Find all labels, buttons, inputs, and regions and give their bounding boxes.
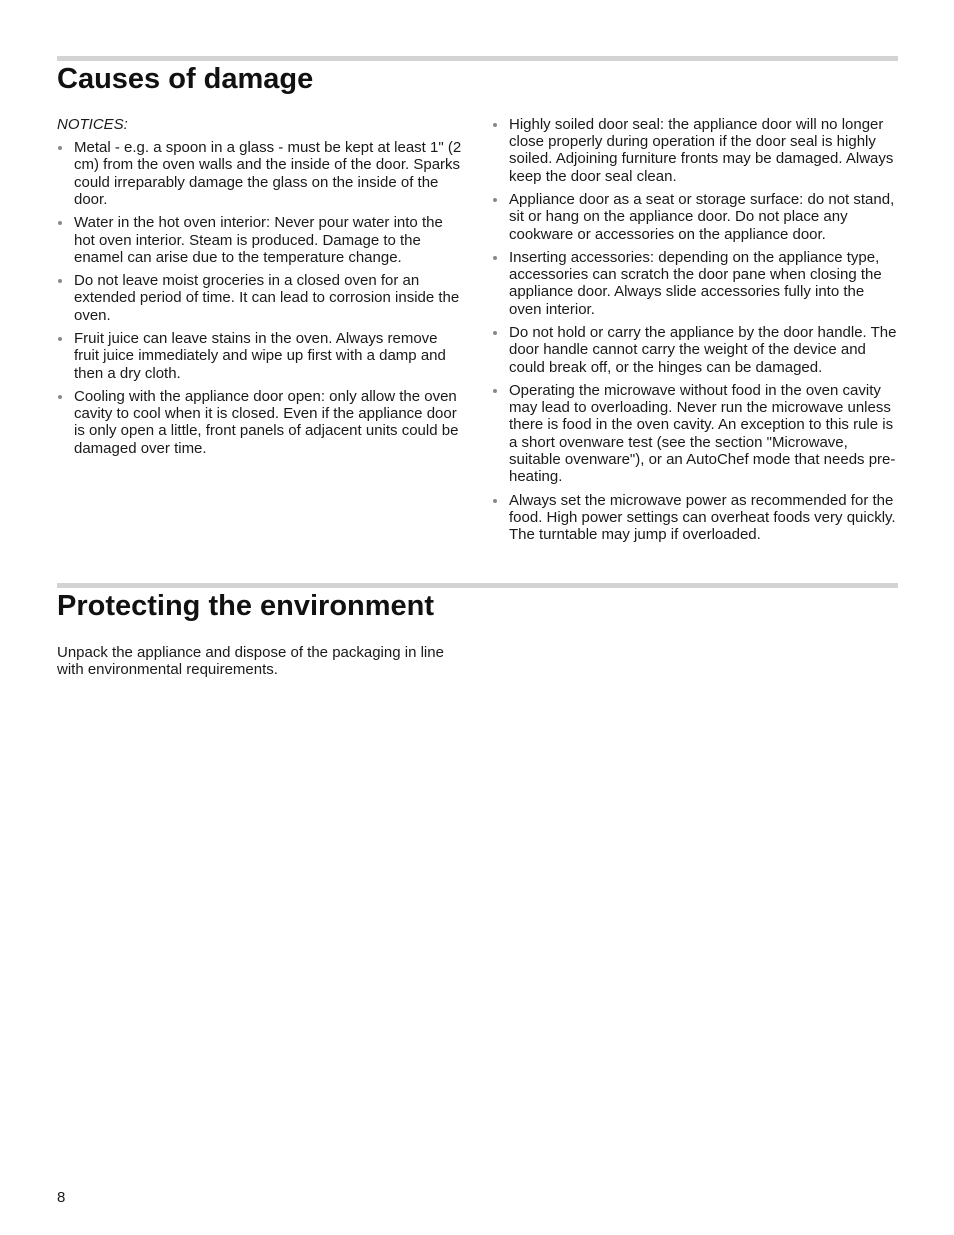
section-divider-damage (57, 56, 898, 61)
list-item: Do not hold or carry the appliance by the door handle. The door handle cannot carry the weight of the device and could break off, or the hinges can be damaged. (492, 324, 898, 376)
list-item: Cooling with the appliance door open: only allow the oven cavity to cool when it is closed. Even if the appliance door is only open a little, front panels of adjacent units could be damaged over time. (57, 388, 462, 457)
list-item: Always set the microwave power as recommended for the food. High power settings can overheat foods very quickly. The turntable may jump if overloaded. (492, 492, 898, 544)
list-item: Do not leave moist groceries in a closed oven for an extended period of time. It can lead to corrosion inside the oven. (57, 272, 462, 324)
list-item: Inserting accessories: depending on the appliance type, accessories can scratch the door pane when closing the appliance door. Always slide accessories fully into the oven interior. (492, 249, 898, 318)
list-item: Appliance door as a seat or storage surface: do not stand, sit or hang on the appliance door. Do not place any cookware or accessories on the appliance door. (492, 191, 898, 243)
section-divider-environment (57, 583, 898, 588)
list-item: Water in the hot oven interior: Never pour water into the hot oven interior. Steam is produced. Damage to the enamel can arise due to the temperature change. (57, 214, 462, 266)
list-item: Operating the microwave without food in the oven cavity may lead to overloading. Never run the microwave unless there is food in the oven cavity. An exception to this rule is a short ovenware test (see the section "Microwave, suitable ovenware"), or an AutoChef mode that needs pre-heating. (492, 382, 898, 485)
list-item: Metal - e.g. a spoon in a glass - must be kept at least 1" (2 cm) from the oven walls and the inside of the door. Sparks could irreparably damage the glass on the inside of the door. (57, 139, 462, 208)
section-title-protecting-the-environment: Protecting the environment (57, 590, 435, 622)
page-number: 8 (57, 1189, 66, 1206)
list-item: Fruit juice can leave stains in the oven. Always remove fruit juice immediately and wipe up first with a damp and then a dry cloth. (57, 330, 462, 382)
environment-paragraph: Unpack the appliance and dispose of the packaging in line with environmental requirements. (57, 644, 444, 679)
notices-label: NOTICES: (57, 116, 128, 133)
damage-left-column (57, 116, 462, 463)
list-item: Highly soiled door seal: the appliance door will no longer close properly during operation if the door seal is highly soiled. Adjoining furniture fronts may be damaged. Always keep the door seal clean. (492, 116, 898, 185)
right-bullet-list (492, 116, 898, 543)
left-bullet-list (57, 139, 462, 457)
section-title-causes-of-damage: Causes of damage (57, 63, 314, 95)
damage-right-column (492, 116, 898, 549)
